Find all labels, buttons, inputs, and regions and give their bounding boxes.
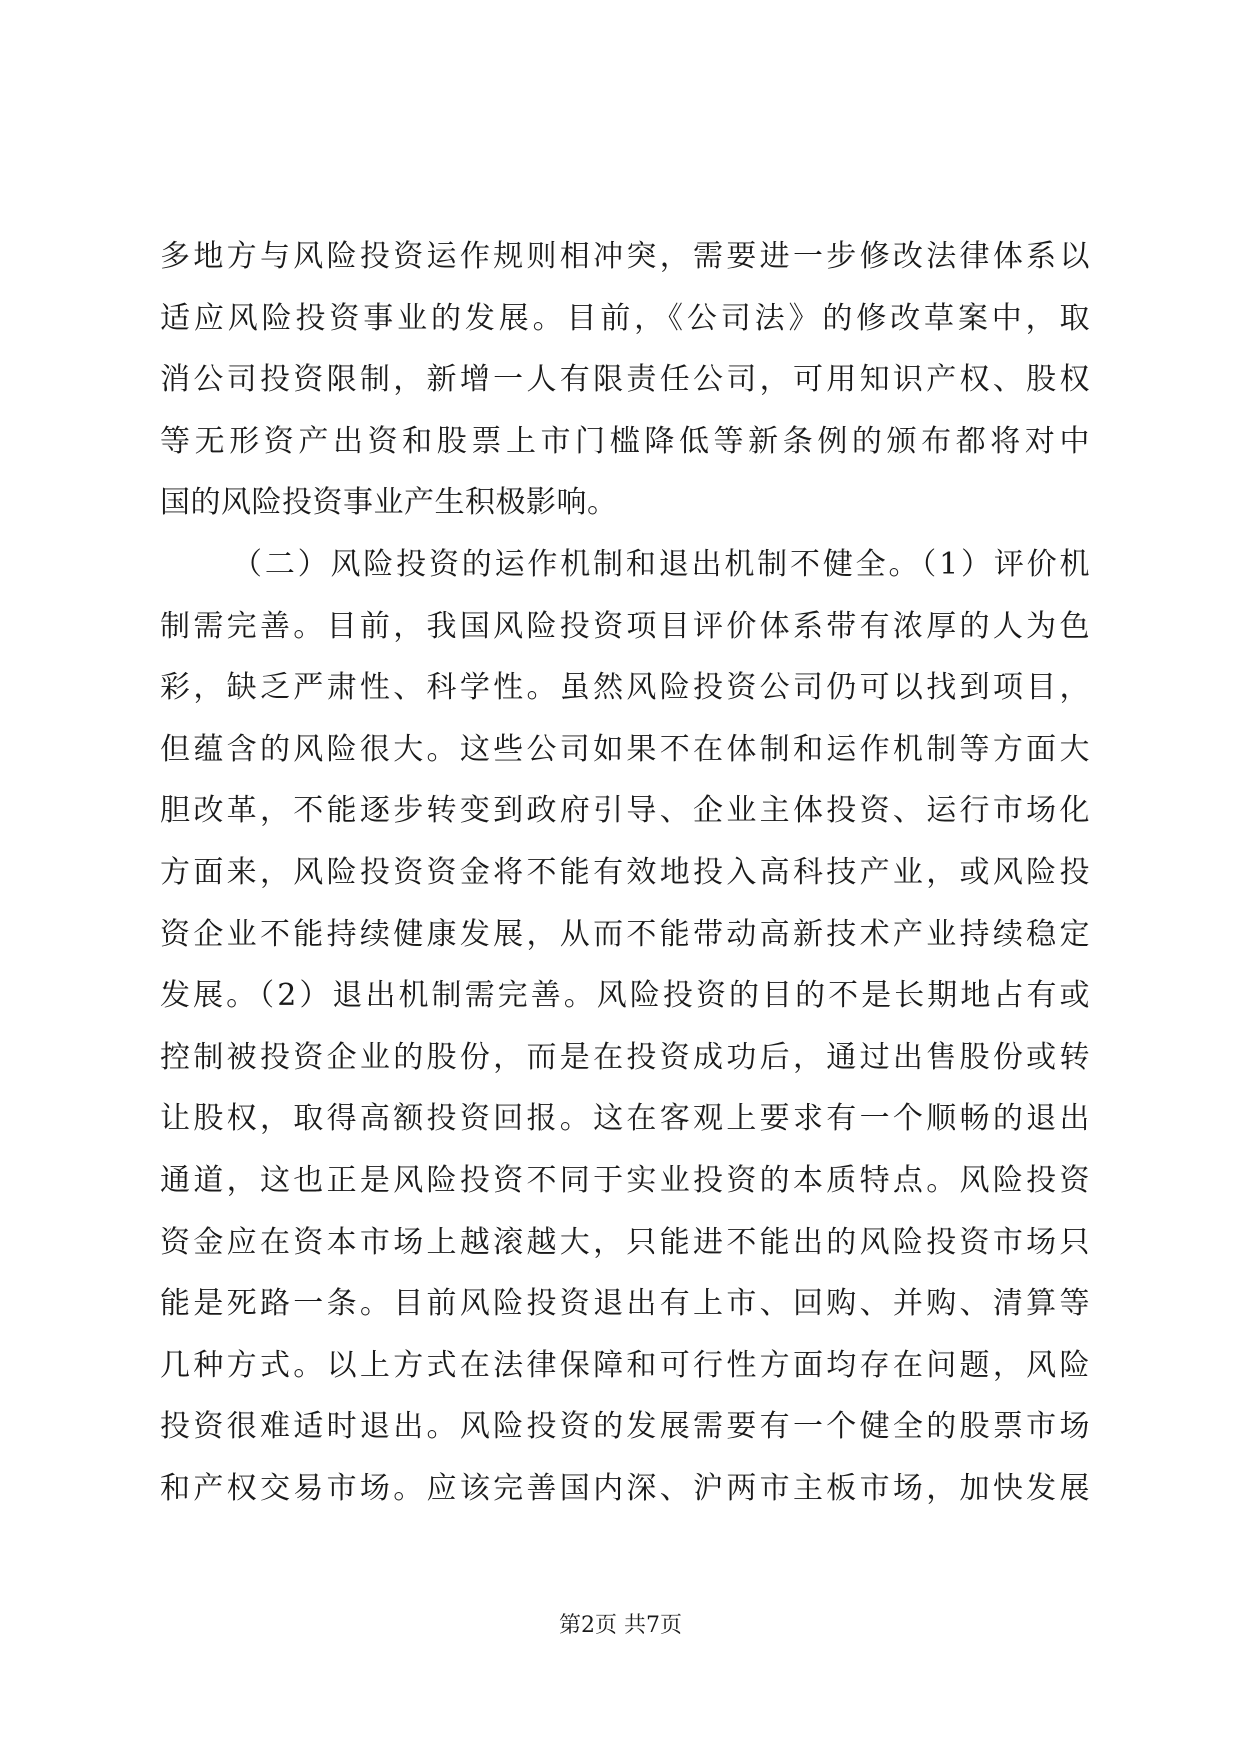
text-line: 能是死路一条。目前风险投资退出有上市、回购、并购、清算等 (160, 1286, 1090, 1322)
body-text (160, 226, 1090, 1519)
text-line: 胆改革，不能逐步转变到政府引导、企业主体投资、运行市场化 (160, 793, 1090, 829)
text-line: 国的风险投资事业产生积极影响。 (160, 485, 618, 521)
text-line: 但蕴含的风险很大。这些公司如果不在体制和运作机制等方面大 (160, 731, 1090, 767)
text-line: 资金应在资本市场上越滚越大，只能进不能出的风险投资市场只 (160, 1224, 1090, 1260)
page-footer: 第2页 共7页 (559, 1613, 682, 1638)
text-line: 发展。（2）退出机制需完善。风险投资的目的不是长期地占有或 (160, 978, 1090, 1014)
text-line: 消公司投资限制，新增一人有限责任公司，可用知识产权、股权 (160, 362, 1090, 398)
text-line: 适应风险投资事业的发展。目前，《公司法》的修改草案中，取 (160, 300, 1090, 336)
text-line: 投资很难适时退出。风险投资的发展需要有一个健全的股票市场 (160, 1409, 1090, 1445)
text-line: 资企业不能持续健康发展，从而不能带动高新技术产业持续稳定 (160, 916, 1090, 952)
text-line: 控制被投资企业的股份，而是在投资成功后，通过出售股份或转 (160, 1039, 1090, 1075)
text-line: 让股权，取得高额投资回报。这在客观上要求有一个顺畅的退出 (160, 1101, 1090, 1137)
text-line: 彩，缺乏严肃性、科学性。虽然风险投资公司仍可以找到项目， (160, 670, 1090, 706)
text-line: 多地方与风险投资运作规则相冲突，需要进一步修改法律体系以 (160, 239, 1090, 274)
text-line: 等无形资产出资和股票上市门槛降低等新条例的颁布都将对中 (160, 423, 1090, 459)
text-line: 制需完善。目前，我国风险投资项目评价体系带有浓厚的人为色 (160, 608, 1090, 644)
text-line: 几种方式。以上方式在法律保障和可行性方面均存在问题，风险 (160, 1347, 1090, 1383)
text-line: 和产权交易市场。应该完善国内深、沪两市主板市场，加快发展 (160, 1470, 1090, 1506)
text-line: 方面来，风险投资资金将不能有效地投入高科技产业，或风险投 (160, 854, 1090, 890)
paragraph-start-line: （二）风险投资的运作机制和退出机制不健全。（1）评价机 (232, 546, 1090, 582)
text-line: 通道，这也正是风险投资不同于实业投资的本质特点。风险投资 (160, 1162, 1090, 1198)
